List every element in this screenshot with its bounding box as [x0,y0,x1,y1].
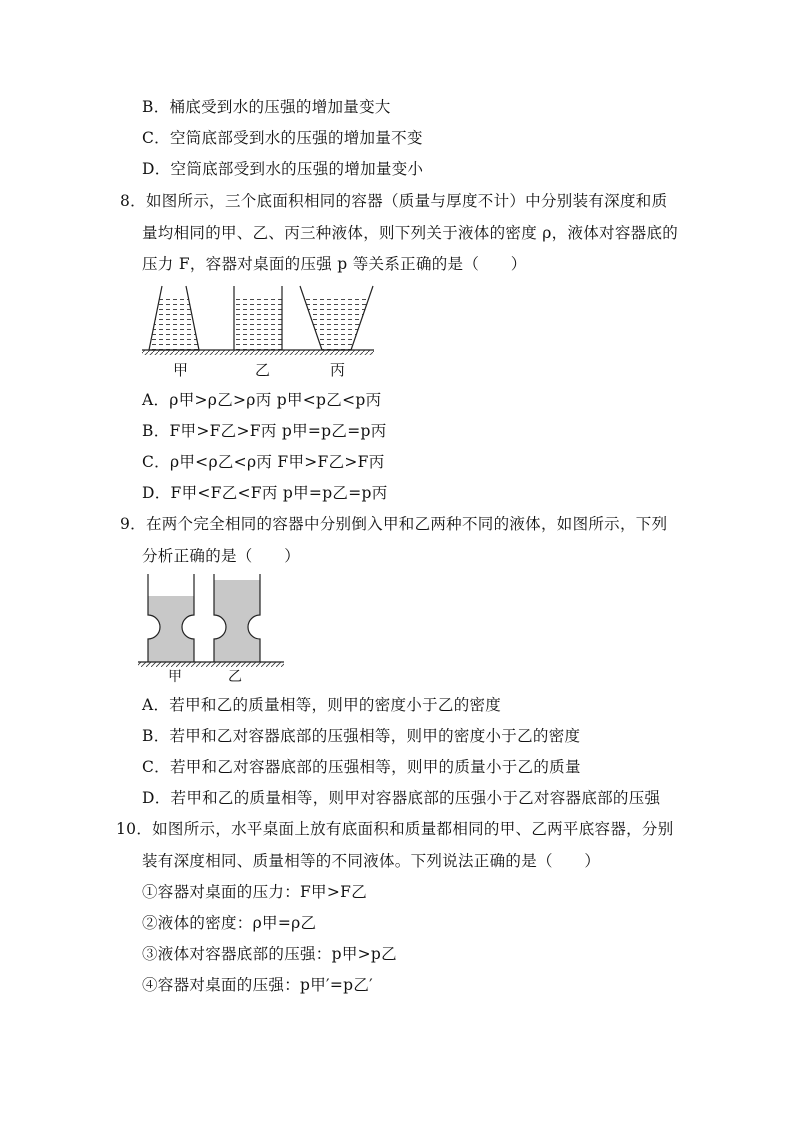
q9-option-c: C．若甲和乙对容器底部的压强相等，则甲的质量小于乙的质量 [142,758,581,776]
q9-option-b: B．若甲和乙对容器底部的压强相等，则甲的密度小于乙的密度 [142,727,581,745]
container-jia [148,574,194,662]
q9-label-yi: 乙 [228,669,242,685]
q8-label-bing: 丙 [330,361,346,379]
q9-stem-line-2: 分析正确的是（ ） [142,547,301,565]
q8-stem-line-3: 压力 F，容器对桌面的压强 p 等关系正确的是（ ） [142,255,527,273]
q8-option-b: B．F甲>F乙>F丙 p甲=p乙=p丙 [142,422,387,440]
q8-containers-figure [138,282,378,356]
q9-option-d: D．若甲和乙的质量相等，则甲对容器底部的压强小于乙对容器底部的压强 [142,789,661,807]
table-hatching [138,662,284,667]
q10-statement-3: ③液体对容器底部的压强：p甲>p乙 [142,945,397,963]
q8-stem-line-2: 量均相同的甲、乙、丙三种液体，则下列关于液体的密度 ρ，液体对容器底的 [142,224,679,242]
q10-stem-line-1: 10．如图所示，水平桌面上放有底面积和质量都相同的甲、乙两平底容器，分别 [116,820,674,838]
q9-containers-figure [136,572,286,670]
q7-option-d: D．空筒底部受到水的压强的增加量变小 [142,160,424,178]
q8-label-jia: 甲 [173,361,189,379]
q10-statement-2: ②液体的密度：ρ甲=ρ乙 [142,914,317,932]
table-hatching [142,350,374,355]
q9-stem-line-1: 9．在两个完全相同的容器中分别倒入甲和乙两种不同的液体，如图所示，下列 [120,515,668,533]
q10-statement-4: ④容器对桌面的压强：p甲′=p乙′ [142,976,373,994]
q10-statement-1: ①容器对桌面的压力：F甲>F乙 [142,883,367,901]
q10-stem-line-2: 装有深度相同、质量相等的不同液体。下列说法正确的是（ ） [142,852,601,870]
q8-label-yi: 乙 [255,361,271,379]
q8-option-d: D．F甲<F乙<F丙 p甲=p乙=p丙 [142,484,388,502]
q8-option-c: C．ρ甲<ρ乙<ρ丙 F甲>F乙>F丙 [142,453,385,471]
q7-option-b: B．桶底受到水的压强的增加量变大 [142,98,391,116]
q9-label-jia: 甲 [168,669,182,685]
container-jia [149,286,199,350]
q7-option-c: C．空筒底部受到水的压强的增加量不变 [142,129,423,147]
q9-option-a: A．若甲和乙的质量相等，则甲的密度小于乙的密度 [142,696,502,714]
container-yi [214,574,260,662]
q8-option-a: A．ρ甲>ρ乙>ρ丙 p甲<p乙<p丙 [142,391,382,409]
q8-stem-line-1: 8．如图所示，三个底面积相同的容器（质量与厚度不计）中分别装有深度和质 [120,192,668,210]
container-bing [300,286,373,350]
container-yi [234,286,282,350]
